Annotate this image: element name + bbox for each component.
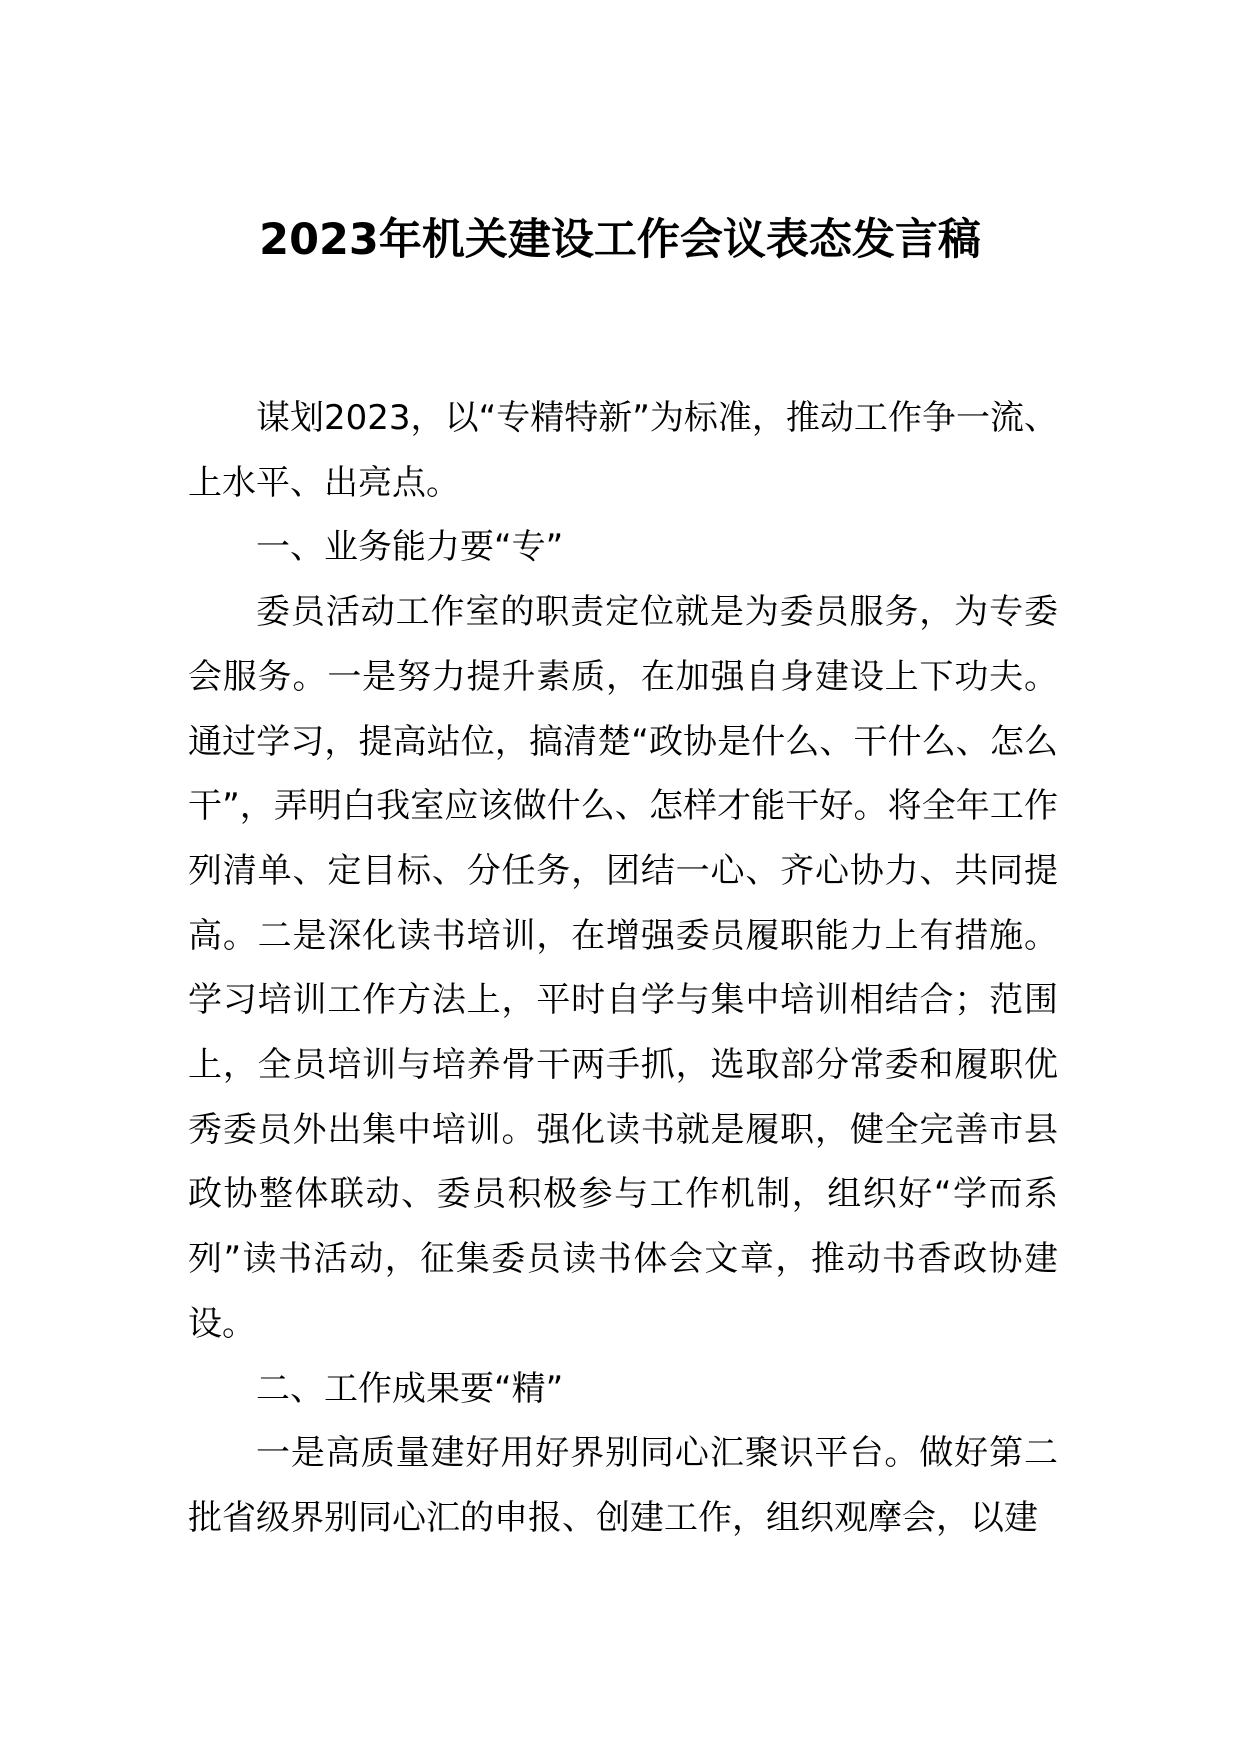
section-1-paragraph: 委员活动工作室的职责定位就是为委员服务，为专委会服务。一是努力提升素质，在加强自身建设上下功夫。通过学习，提高站位，搞清楚“政协是什么、干什么、怎么干”，弄明白我室应该做什么、怎样才能干好。将全年工作列清单、定目标、分任务，团结一心、齐心协力、共同提高。二是深化读书培训，在增强委员履职能力上有措施。学习培训工作方法上，平时自学与集中培训相结合；范围上，全员培训与培养骨干两手抓，选取部分常委和履职优秀委员外出集中培训。强化读书就是履职，健全完善市县政协整体联动、委员积极参与工作机制，组织好“学而系列”读书活动，征集委员读书体会文章，推动书香政协建设。 xyxy=(188,592,1058,1344)
intro-paragraph: 谋划2023，以“专精特新”为标准，推动工作争一流、上水平、出亮点。 xyxy=(188,398,1058,503)
section-heading-2: 二、工作成果要“精” xyxy=(256,1368,564,1409)
document-title: 2023年机关建设工作会议表态发言稿 xyxy=(259,215,981,265)
section-heading-1: 一、业务能力要“专” xyxy=(256,527,564,568)
document-body xyxy=(188,386,1058,1551)
section-2-paragraph: 一是高质量建好用好界别同心汇聚识平台。做好第二批省级界别同心汇的申报、创建工作，组织观摩会，以建 xyxy=(188,1433,1058,1538)
